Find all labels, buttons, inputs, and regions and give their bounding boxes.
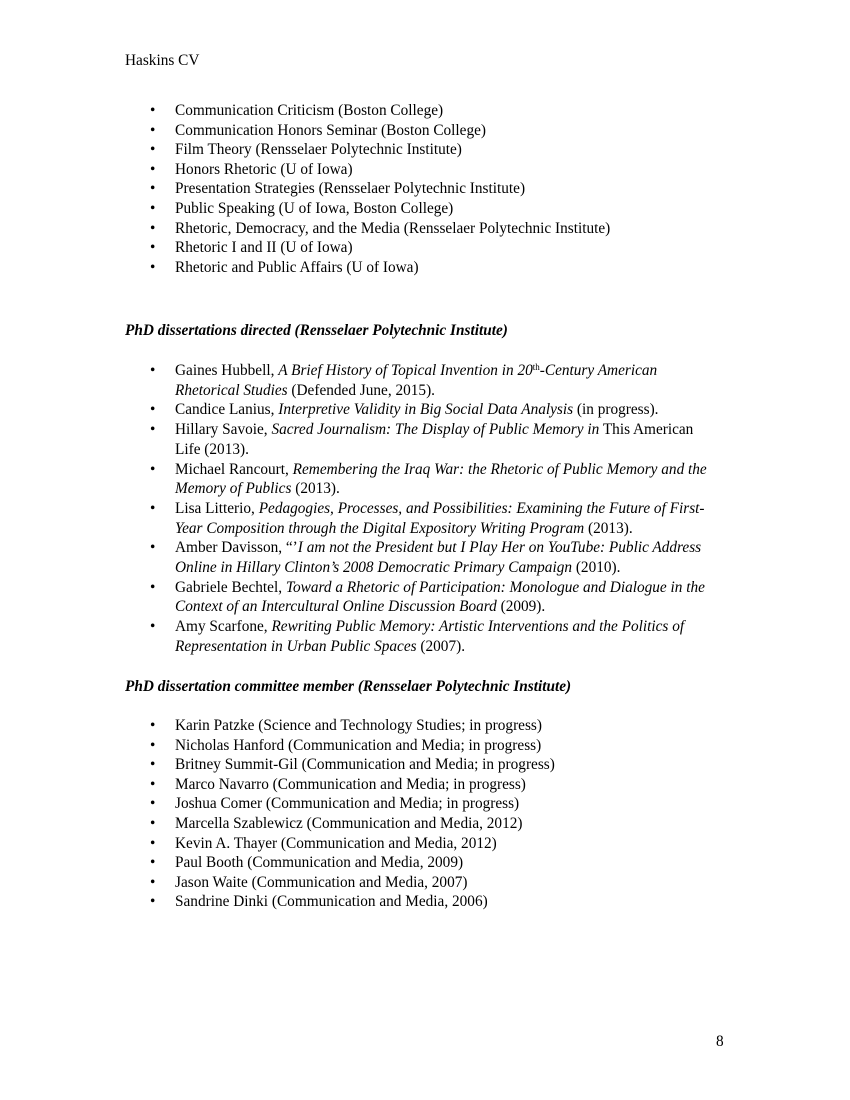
list-item: • Communication Honors Seminar (Boston College) (150, 121, 487, 139)
bullet: • (150, 795, 156, 813)
bullet: • (150, 199, 156, 217)
list-item (150, 361, 710, 400)
status: (2013). (584, 519, 633, 537)
bullet: • (150, 775, 156, 793)
author: Michael Rancourt, (175, 460, 293, 478)
bullet: • (150, 121, 156, 139)
author: Amber Davisson, “’ (175, 539, 298, 557)
phd-directed-list (150, 361, 710, 657)
dissertation-title: A Brief History of Topical Invention in 20 (278, 362, 533, 379)
bullet: • (150, 460, 156, 478)
bullet: • (150, 814, 156, 832)
dissertation-title: -Century American Rhetorical Studies (175, 362, 658, 399)
list-item: • Sandrine Dinki (Communication and Media, 2006) (150, 893, 488, 911)
section-heading-committee: PhD dissertation committee member (Rensselaer Polytechnic Institute) (125, 678, 572, 695)
author: Gaines Hubbell, (175, 362, 279, 379)
list-item: • Film Theory (Rensselaer Polytechnic Institute) (150, 141, 462, 159)
author: Hillary Savoie, (175, 421, 272, 439)
dissertation-title: Interpretive Validity in Big Social Data Analysis (278, 401, 574, 419)
list-item: • Honors Rhetoric (U of Iowa) (150, 160, 353, 178)
superscript: th (532, 362, 540, 372)
list-item: • Britney Summit-Gil (Communication and Media; in progress) (150, 756, 555, 774)
bullet: • (150, 258, 156, 276)
list-item: • Karin Patzke (Science and Technology Studies; in progress) (150, 717, 542, 734)
bullet: • (150, 239, 156, 257)
list-item: • Public Speaking (U of Iowa, Boston College) (150, 199, 454, 217)
dissertation-title: Rewriting Public Memory: Artistic Interventions and the Politics of Representation in Urban Public Spaces (175, 618, 685, 655)
dissertation-title: Sacred Journalism: The Display of Public Memory in (271, 421, 600, 439)
bullet: • (150, 141, 156, 159)
bullet: • (150, 401, 156, 419)
status: (2010). (572, 559, 621, 577)
status: (in progress). (573, 401, 659, 419)
list-item: • Marco Navarro (Communication and Media; in progress) (150, 775, 526, 793)
bullet: • (150, 873, 156, 891)
page-header: Haskins CV (125, 52, 200, 69)
list-item (150, 538, 710, 577)
list-item: • Communication Criticism (Boston College) (150, 102, 444, 119)
author: Candice Lanius, (175, 401, 279, 419)
list-item (150, 578, 710, 617)
list-item: • Rhetoric, Democracy, and the Media (Rensselaer Polytechnic Institute) (150, 219, 611, 237)
list-item (150, 499, 710, 538)
bullet: • (150, 618, 156, 636)
bullet: • (150, 578, 156, 596)
list-item: • Jason Waite (Communication and Media, 2007) (150, 873, 468, 891)
bullet: • (150, 834, 156, 852)
status: (2013). (291, 480, 340, 498)
author: Amy Scarfone, (175, 618, 272, 636)
list-item: • Joshua Comer (Communication and Media; in progress) (150, 795, 520, 813)
status: (2007). (416, 637, 466, 655)
list-item: • Presentation Strategies (Rensselaer Polytechnic Institute) (150, 180, 526, 198)
bullet: • (150, 219, 156, 237)
bullet: • (150, 180, 156, 198)
list-item: • Rhetoric and Public Affairs (U of Iowa) (150, 258, 419, 276)
bullet: • (150, 756, 156, 774)
author: Lisa Litterio, (175, 499, 259, 517)
status: (Defended June, 2015). (287, 381, 435, 399)
list-item (150, 400, 710, 420)
list-item: • Kevin A. Thayer (Communication and Media, 2012) (150, 834, 497, 852)
section-heading-phd-directed: PhD dissertations directed (Rensselaer Polytechnic Institute) (125, 322, 508, 339)
bullet: • (150, 102, 156, 119)
bullet: • (150, 854, 156, 872)
courses-taught-list (150, 101, 750, 277)
list-item: • Marcella Szablewicz (Communication and Media, 2012) (150, 814, 523, 832)
bullet: • (150, 499, 156, 517)
list-item: • Nicholas Hanford (Communication and Media; in progress) (150, 736, 542, 754)
bullet: • (150, 539, 156, 557)
bullet: • (150, 736, 156, 754)
bullet: • (150, 717, 156, 734)
bullet: • (150, 160, 156, 178)
list-item (150, 460, 710, 499)
bullet: • (150, 893, 156, 911)
committee-member-list (150, 716, 750, 912)
dissertation-title: Toward a Rhetoric of Participation: Monologue and Dialogue in the Context of an Intercultural Online Discussion Board (175, 578, 705, 616)
program-name: This American Life (175, 421, 694, 458)
dissertation-title: Pedagogies, Processes, and Possibilities: Examining the Future of First-Year Composition through the Digital Expository Writing Program (175, 499, 705, 537)
list-item: • Paul Booth (Communication and Media, 2009) (150, 854, 464, 872)
list-item (150, 420, 710, 459)
dissertation-title: I am not the President but I Play Her on YouTube: Public Address Online in Hillary Clinton’s 2008 Democratic Primary Campaign (175, 539, 702, 577)
status: (2009). (496, 598, 546, 616)
status: (2013). (200, 440, 249, 458)
dissertation-title: Remembering the Iraq War: the Rhetoric of Public Memory and the Memory of Publics (175, 460, 707, 498)
author: Gabriele Bechtel, (175, 578, 286, 596)
bullet: • (150, 362, 156, 379)
list-item (150, 617, 710, 656)
bullet: • (150, 421, 156, 439)
page-number: 8 (716, 1033, 724, 1050)
list-item: • Rhetoric I and II (U of Iowa) (150, 239, 353, 257)
